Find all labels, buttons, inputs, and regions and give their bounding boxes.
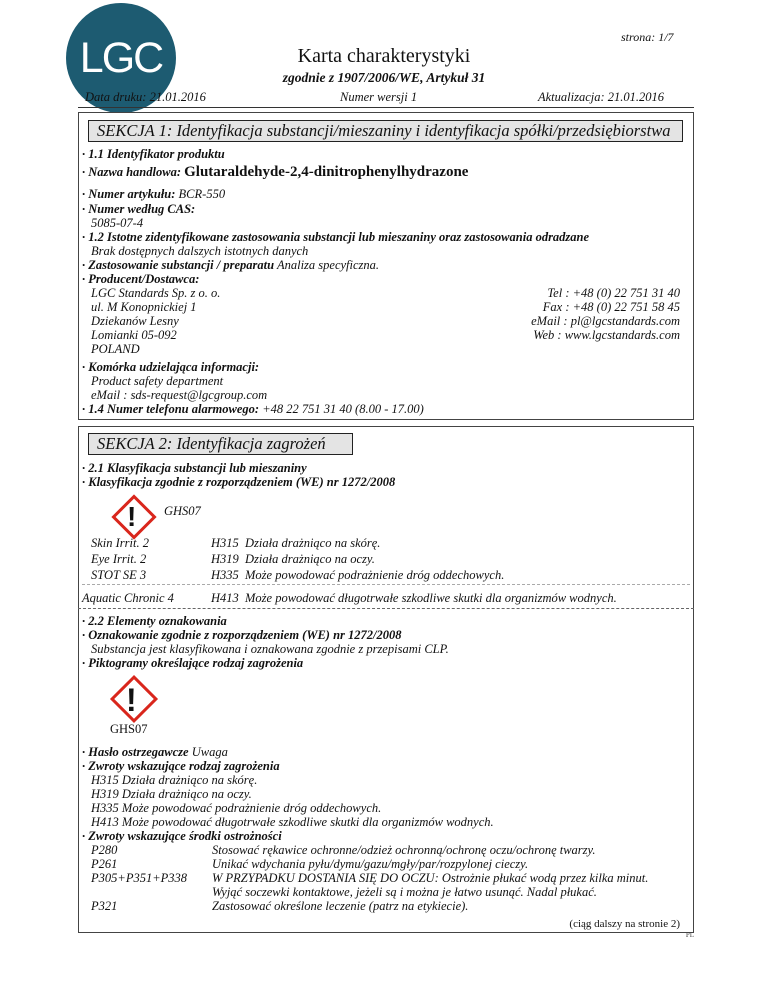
labelling-regulation: · Oznakowanie zgodnie z rozporządzeniem (WE) nr 1272/2008 [82,628,402,642]
classification-heading: · 2.1 Klasyfikacja substancji lub mieszaniny [82,461,307,475]
page-number: strona: 1/7 [621,30,674,44]
ghs07-pictogram-small [110,493,158,541]
article-number-row [82,187,225,202]
hazard-statement: H315 Działa drażniąco na skórę. [91,773,258,787]
address-line: LGC Standards Sp. z o. o. [91,286,221,300]
hazard-text: Może powodować długotrwałe szkodliwe skutki dla organizmów wodnych. [245,591,617,605]
labelling-note: Substancja jest klasyfikowana i oznakowana zgodnie z przepisami CLP. [91,642,449,656]
precaution-code: P321 [91,899,118,913]
ghs-label: GHS07 [164,504,201,518]
separator [82,584,690,585]
address-line: POLAND [91,342,140,356]
hazard-statement: H335 Może powodować podrażnienie dróg oddechowych. [91,801,382,815]
separator [78,608,694,609]
trade-name-row [82,165,468,180]
hazard-class: Skin Irrit. 2 [91,536,149,550]
trade-name-label: · Nazwa handlowa: [82,165,181,179]
classification-regulation: · Klasyfikacja zgodnie z rozporządzeniem (WE) nr 1272/2008 [82,475,396,489]
signal-word-value: Uwaga [191,745,228,759]
signal-word-row [82,745,228,760]
update-date: Aktualizacja: 21.01.2016 [538,90,665,104]
hazard-text: Działa drażniąco na oczy. [245,552,375,566]
precaution-code: P305+P351+P338 [91,871,188,885]
precaution-text: Wyjąć soczewki kontaktowe, jeżeli są i można je łatwo usunąć. Nadal płukać. [212,885,597,899]
label-elements-heading: · 2.2 Elementy oznakowania [82,614,227,628]
precaution-text: Zastosować określone leczenie (patrz na etykiecie). [212,899,469,913]
info-department: Product safety department [91,374,224,388]
precaution-code: P261 [91,857,118,871]
section-2-title: SEKCJA 2: Identyfikacja zagrożeń [88,433,353,455]
uses-heading: · 1.2 Istotne zidentyfikowane zastosowania substancji lub mieszaniny oraz zastosowania odradzane [82,230,590,244]
supplier-label: · Producent/Dostawca: [82,272,200,286]
info-email[interactable]: eMail : sds-request@lgcgroup.com [91,388,268,402]
print-date: Data druku: 21.01.2016 [85,90,206,104]
contact-phone: Tel : +48 (0) 22 751 31 40 [547,286,680,300]
uses-value: Brak dostępnych dalszych istotnych danych [91,244,309,258]
application-value: Analiza specyficzna. [276,258,380,272]
hazard-code: H413 [211,591,239,605]
hazard-text: Może powodować podrażnienie dróg oddechowych. [245,568,505,582]
hazard-class: Aquatic Chronic 4 [82,591,174,605]
hazard-text: Działa drażniąco na skórę. [245,536,381,550]
emergency-row [82,402,424,417]
cas-value: 5085-07-4 [91,216,144,230]
precautionary-heading: · Zwroty wskazujące środki ostrożności [82,829,282,843]
ghs07-pictogram [104,669,164,729]
address-line: ul. M Konopnickiej 1 [91,300,197,314]
exclamation-icon: ! [126,682,137,718]
hazard-code: H319 [211,552,239,566]
precaution-text: Stosować rękawice ochronne/odzież ochronną/ochronę oczu/ochronę twarzy. [212,843,596,857]
application-row [82,258,379,273]
signal-word-label: · Hasło ostrzegawcze [82,745,189,759]
language-code: PL [685,931,694,939]
info-label: · Komórka udzielająca informacji: [82,360,260,374]
address-line: Lomianki 05-092 [91,328,177,342]
lgc-logo: LGC [66,3,176,113]
pictogram-label: GHS07 [110,722,148,736]
hazard-statement: H413 Może powodować długotrwałe szkodliwe skutki dla organizmów wodnych. [91,815,494,829]
hazard-class: Eye Irrit. 2 [91,552,147,566]
contact-web[interactable]: Web : www.lgcstandards.com [533,328,680,342]
precaution-text: Unikać wdychania pyłu/dymu/gazu/mgły/par/rozpylonej cieczy. [212,857,529,871]
trade-name-value: Glutaraldehyde-2,4-dinitrophenylhydrazone [184,164,469,180]
article-number-value: BCR-550 [178,187,226,201]
precaution-text: W PRZYPADKU DOSTANIA SIĘ DO OCZU: Ostrożnie płukać wodą przez kilka minut. [212,871,649,885]
hazard-statements-heading: · Zwroty wskazujące rodzaj zagrożenia [82,759,280,773]
application-label: · Zastosowanie substancji / preparatu [82,258,275,272]
cas-label: · Numer według CAS: [82,202,196,216]
hazard-statement: H319 Działa drażniąco na oczy. [91,787,252,801]
section-1-title: SEKCJA 1: Identyfikacja substancji/mieszaniny i identyfikacja spółki/przedsiębiorstwa [88,120,683,142]
hazard-code: H335 [211,568,239,582]
address-line: Dziekanów Lesny [91,314,179,328]
hazard-code: H315 [211,536,239,550]
emergency-value: +48 22 751 31 40 (8.00 - 17.00) [262,402,424,416]
product-identifier-heading: · 1.1 Identyfikator produktu [82,147,225,161]
precaution-code: P280 [91,843,118,857]
article-number-label: · Numer artykułu: [82,187,176,201]
pictograms-heading: · Piktogramy określające rodzaj zagrożenia [82,656,304,670]
doc-subtitle: zgodnie z 1907/2006/WE, Artykuł 31 [282,70,486,85]
exclamation-icon: ! [127,501,137,532]
version-number: Numer wersji 1 [340,90,418,104]
contact-email[interactable]: eMail : pl@lgcstandards.com [531,314,680,328]
hazard-class: STOT SE 3 [91,568,147,582]
header-rule [78,107,694,108]
continued-note: (ciąg dalszy na stronie 2) [569,918,680,930]
contact-fax: Fax : +48 (0) 22 751 58 45 [542,300,680,314]
doc-title: Karta charakterystyki [297,45,471,67]
emergency-label: · 1.4 Numer telefonu alarmowego: [82,402,260,416]
